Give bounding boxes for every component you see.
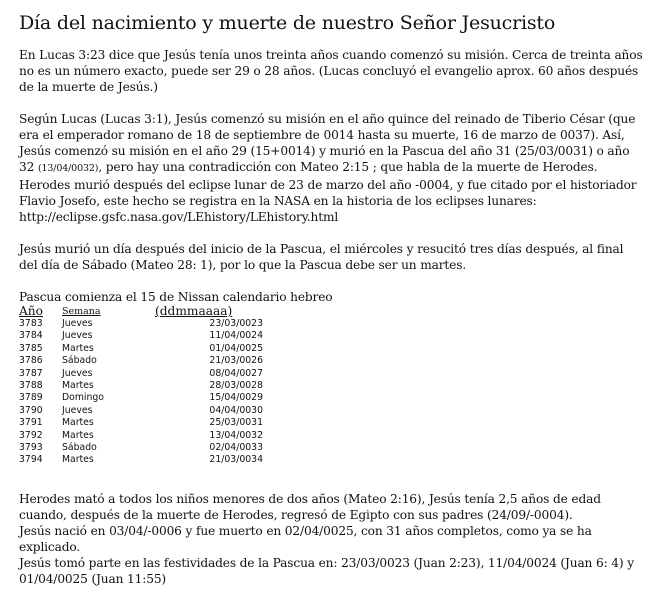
header-date: (ddmmaaaa) (155, 304, 233, 318)
paragraph-tiberius-text-a: Según Lucas (Lucas 3:1), Jesús comenzó su misión en el año quince del reinado de Tiberio César (que era el emperador romano de 18 de septiembre de 0014 hasta su muerte, 16 de marzo de 0037). Así, Jesús comenzó su misión en el año 29 (15+0014) y murió en la Pascua del año 31 (25/03/0031) o año 32 (19, 112, 636, 174)
cell-year: 3792 (19, 429, 43, 441)
table-body (19, 318, 263, 467)
cell-date: 08/04/0027 (209, 367, 263, 379)
cell-weekday: Jueves (62, 404, 93, 416)
table-row (19, 355, 263, 367)
table-row (19, 380, 263, 392)
table-title: Pascua comienza el 15 de Nissan calendario hebreo (19, 290, 333, 304)
table-row (19, 417, 263, 429)
conclusion-line-1: Herodes mató a todos los niños menores de dos años (Mateo 2:16), Jesús tenía 2,5 años de edad cuando, después de la muerte de Herodes, regresó de Egipto con sus padres (24/09/-0004). (19, 491, 601, 522)
cell-date: 01/04/0025 (209, 342, 263, 354)
cell-weekday: Martes (62, 380, 94, 392)
cell-year: 3788 (19, 380, 43, 392)
cell-date: 04/04/0030 (209, 404, 263, 416)
cell-year: 3790 (19, 404, 43, 416)
cell-date: 25/03/0031 (209, 417, 263, 429)
paragraph-tiberius-text-b: , pero hay una contradicción con Mateo 2:15 ; que habla de la muerte de Herodes. Herodes murió después del eclipse lunar de 23 de marzo del año -0004, y fue citado por el historiador Flavio Josefo, este hecho se registra en la NASA en la historia de los eclipses lunares: (19, 160, 637, 208)
conclusion-line-2: Jesús nació en 03/04/-0006 y fue muerto en 02/04/0025, con 31 años completos, como ya se ha explicado. (19, 523, 592, 554)
table-row (19, 454, 263, 466)
paragraph-passover-tuesday: Jesús murió un día después del inicio de la Pascua, el miércoles y resucitó tres días después, al final del día de Sábado (Mateo 28: 1), por lo que la Pascua debe ser un martes. (19, 242, 624, 272)
cell-weekday: Jueves (62, 318, 93, 329)
table-row (19, 442, 263, 454)
header-weekday: Semana (62, 306, 101, 317)
conclusion (19, 491, 644, 587)
table-row (19, 405, 263, 417)
cell-year: 3791 (19, 417, 43, 429)
cell-year: 3794 (19, 454, 43, 466)
small-date: (13/04/0032) (37, 163, 99, 174)
cell-year: 3789 (19, 392, 43, 404)
cell-weekday: Martes (62, 454, 94, 466)
cell-year: 3783 (19, 318, 43, 329)
cell-weekday: Domingo (62, 392, 104, 404)
table-row (19, 392, 263, 404)
passover-table (19, 305, 263, 467)
table-row (19, 330, 263, 342)
table-row (19, 368, 263, 380)
cell-date: 15/04/0029 (209, 392, 263, 404)
cell-weekday: Sábado (62, 442, 97, 454)
conclusion-line-3: Jesús tomó parte en las festividades de la Pascua en: 23/03/0023 (Juan 2:23), 11/04/0024 (Juan 6: 4) y 01/04/0025 (Juan 11:55) (19, 555, 634, 586)
cell-date: 28/03/0028 (209, 380, 263, 392)
cell-date: 21/03/0034 (209, 454, 263, 466)
cell-year: 3787 (19, 367, 43, 379)
cell-weekday: Jueves (62, 367, 93, 379)
cell-weekday: Sábado (62, 355, 97, 367)
document (19, 10, 644, 587)
page-title: Día del nacimiento y muerte de nuestro Señor Jesucristo (19, 12, 556, 34)
cell-date: 23/03/0023 (209, 318, 263, 329)
cell-date: 13/04/0032 (209, 429, 263, 441)
header-year: Año (19, 304, 43, 318)
table-row (19, 318, 263, 330)
cell-date: 11/04/0024 (209, 330, 263, 342)
cell-weekday: Jueves (62, 330, 93, 342)
cell-year: 3785 (19, 342, 43, 354)
cell-year: 3784 (19, 330, 43, 342)
cell-year: 3786 (19, 355, 43, 367)
cell-year: 3793 (19, 442, 43, 454)
paragraph-mission-age: En Lucas 3:23 dice que Jesús tenía unos treinta años cuando comenzó su misión. Cerca de treinta años no es un número exacto, puede ser 29 o 28 años. (Lucas concluyó el evangelio aprox. 60 años después de la muerte de Jesús.) (19, 48, 643, 94)
cell-date: 21/03/0026 (209, 355, 263, 367)
cell-date: 02/04/0033 (209, 442, 263, 454)
table-header-row (19, 305, 263, 318)
cell-weekday: Martes (62, 342, 94, 354)
cell-weekday: Martes (62, 417, 94, 429)
cell-weekday: Martes (62, 429, 94, 441)
table-row (19, 430, 263, 442)
nasa-url: http://eclipse.gsfc.nasa.gov/LEhistory/LEhistory.html (19, 210, 339, 224)
table-row (19, 343, 263, 355)
paragraph-tiberius (19, 111, 644, 225)
